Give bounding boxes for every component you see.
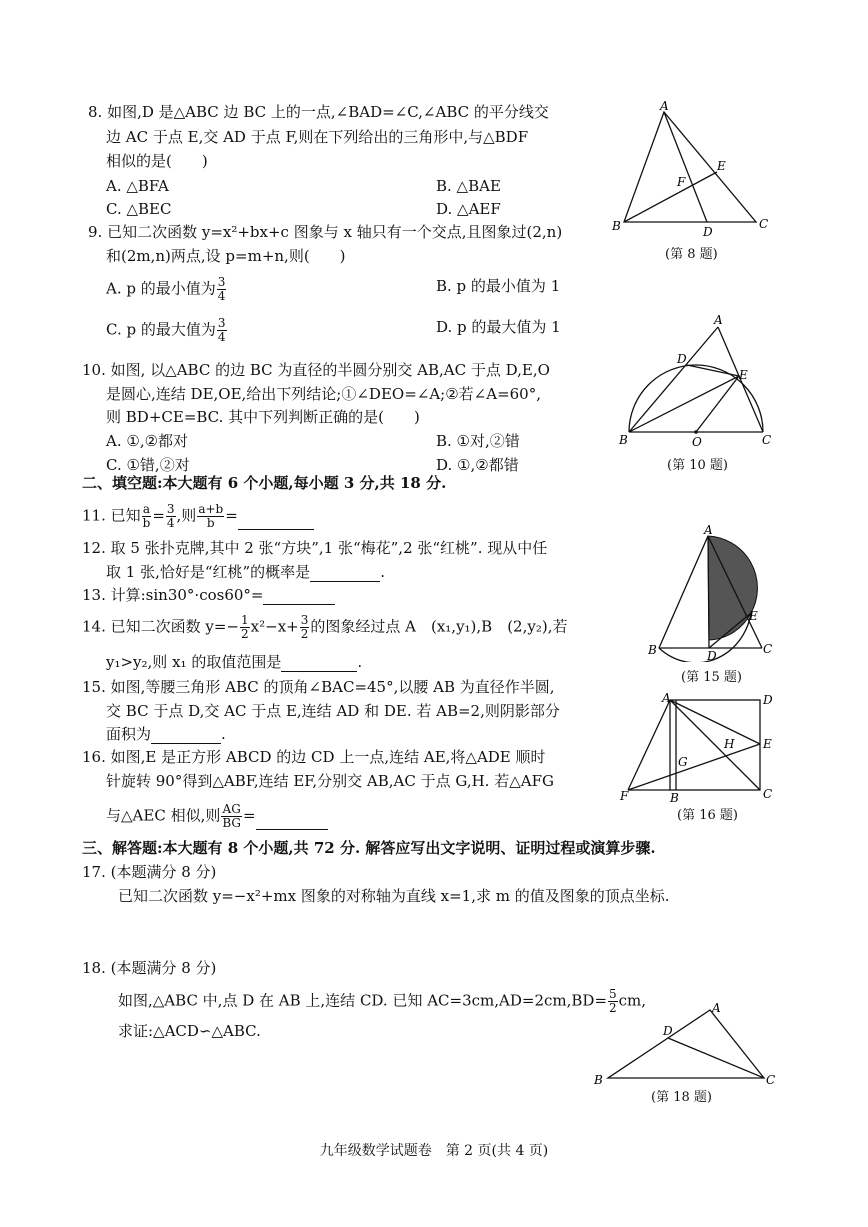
fig16-label-b: B — [670, 791, 679, 803]
page-footer: 九年级数学试题卷 第 2 页(共 4 页) — [319, 1143, 549, 1159]
q8-line2: 边 AC 于点 E,交 AD 于点 F,则在下列给出的三角形中,与△BDF — [106, 128, 529, 146]
fig10-label-d: D — [677, 352, 687, 366]
fig8-label-b: B — [612, 219, 621, 233]
fig16-label-d: D — [763, 693, 773, 707]
q10-caption: (第 10 题) — [667, 458, 728, 473]
q9-line2: 和(2m,n)两点,设 p=m+n,则( ) — [106, 247, 346, 265]
q11-answer-blank — [238, 513, 314, 530]
fig16-label-e: E — [763, 737, 772, 751]
q10-option-a: A. ①,②都对 — [106, 432, 189, 450]
fig8-bisector-be — [624, 172, 717, 222]
q10-option-c: C. ①错,②对 — [106, 456, 190, 474]
q18-line3: 求证:△ACD∽△ABC. — [118, 1022, 261, 1040]
fig16-diagonal-ac — [670, 700, 760, 790]
fig16-segment-fe — [628, 744, 760, 790]
q12-line1: 12. 取 5 张扑克牌,其中 2 张“方块”,1 张“梅花”,2 张“红桃”. 现从中任 — [82, 539, 548, 557]
q11-line: 11. 已知 $\frac{a}{b}$ = $\frac{3}{4}$ ,则 $\frac{a+b}{b}$ = — [82, 503, 314, 530]
q8-line1: 8. 如图,D 是△ABC 边 BC 上的一点,∠BAD=∠C,∠ABC 的平分线交 — [88, 103, 549, 121]
q16-caption: (第 16 题) — [677, 808, 738, 823]
q15-answer-blank — [151, 727, 221, 744]
fig18-label-b: B — [594, 1073, 603, 1087]
fig8-segment-ad — [664, 112, 707, 222]
fig15-label-e: E — [749, 609, 758, 623]
fig16-label-f: F — [620, 789, 629, 803]
q9-option-d: D. p 的最大值为 1 — [436, 318, 561, 336]
section-2-heading: 二、填空题:本大题有 6 个小题,每小题 3 分,共 18 分. — [82, 474, 447, 492]
section-3-heading: 三、解答题:本大题有 8 个小题,共 72 分. 解答应写出文字说明、证明过程或演算步骤. — [82, 839, 656, 857]
figure-18 — [586, 1000, 778, 1092]
fig8-label-e: E — [717, 159, 726, 173]
q16-line1: 16. 如图,E 是正方形 ABCD 的边 CD 上一点,连结 AE,将△ADE 顺时 — [82, 748, 546, 766]
fig10-segment-oe — [696, 376, 739, 432]
q12-answer-blank — [310, 565, 380, 582]
q14-line1: 14. 已知二次函数 y=− $\frac{1}{2}$ x²−x+ $\frac{3}{2}$ 的图象经过点 A (x₁,y₁),B (2,y₂),若 — [82, 613, 568, 641]
fig8-label-f: F — [677, 175, 686, 189]
q8-option-d: D. △AEF — [436, 200, 501, 218]
q10-line2: 是圆心,连结 DE,OE,给出下列结论;①∠DEO=∠A;②若∠A=60°, — [106, 385, 541, 403]
q17-line1: 17. (本题满分 8 分) — [82, 863, 217, 881]
q15-line1: 15. 如图,等腰三角形 ABC 的顶角∠BAC=45°,以腰 AB 为直径作半圆, — [82, 678, 555, 696]
fig15-label-b: B — [648, 643, 657, 657]
fig15-segment-ab — [659, 536, 708, 648]
q16-line3: 与△AEC 相似,则 $\frac{AG}{BG}$ = — [106, 803, 328, 830]
q9-option-b: B. p 的最小值为 1 — [436, 277, 561, 295]
fig10-label-o: O — [692, 435, 702, 449]
q16-line2: 针旋转 90°得到△ABF,连结 EF,分别交 AB,AC 于点 G,H. 若△AFG — [106, 772, 554, 790]
fig8-label-d: D — [703, 225, 713, 239]
q15-caption: (第 15 题) — [681, 670, 742, 685]
q12-line2: 取 1 张,恰好是“红桃”的概率是 . — [106, 563, 385, 581]
fig16-label-a: A — [662, 691, 671, 705]
q18-caption: (第 18 题) — [651, 1090, 712, 1105]
q15-line3: 面积为 . — [106, 725, 226, 743]
fig16-segment-af — [628, 700, 670, 790]
q10-option-b: B. ①对,②错 — [436, 432, 520, 450]
q10-option-d: D. ①,②都错 — [436, 456, 519, 474]
fig16-label-h: H — [724, 737, 735, 751]
q15-line2: 交 BC 于点 D,交 AC 于点 E,连结 AD 和 DE. 若 AB=2,则阴影部分 — [106, 702, 560, 720]
q9-line1: 9. 已知二次函数 y=x²+bx+c 图象与 x 轴只有一个交点,且图象过(2,n) — [88, 223, 563, 241]
fig18-label-d: D — [663, 1024, 673, 1038]
q8-option-c: C. △BEC — [106, 200, 172, 218]
fig16-label-c: C — [763, 787, 773, 801]
q9-option-c: C. p 的最大值为 $\frac{3}{4}$ — [106, 316, 226, 344]
fig8-label-c: C — [759, 217, 769, 231]
q8-option-a: A. △BFA — [106, 177, 169, 195]
q8-option-b: B. △BAE — [436, 177, 501, 195]
fig15-label-d: D — [707, 649, 717, 662]
fig15-label-a: A — [704, 523, 713, 537]
q16-answer-blank — [256, 813, 328, 830]
fig16-segment-ae — [670, 700, 760, 744]
fig10-label-e: E — [739, 368, 748, 382]
fig18-segment-cd — [668, 1038, 764, 1078]
q10-line1: 10. 如图, 以△ABC 的边 BC 为直径的半圆分别交 AB,AC 于点 D,E,O — [82, 361, 550, 379]
q18-line2: 如图,△ABC 中,点 D 在 AB 上,连结 CD. 已知 AC=3cm,AD=2cm,BD= $\frac{5}{2}$ cm, — [118, 987, 647, 1015]
q9-option-a: A. p 的最小值为 $\frac{3}{4}$ — [106, 275, 226, 303]
q18-line1: 18. (本题满分 8 分) — [82, 959, 217, 977]
q8-caption: (第 8 题) — [665, 247, 718, 262]
fig16-label-g: G — [678, 755, 688, 769]
fig15-label-c: C — [763, 642, 773, 656]
q13-line: 13. 计算:sin30°·cos60°= — [82, 585, 335, 605]
fig8-label-a: A — [660, 100, 669, 113]
q17-line2: 已知二次函数 y=−x²+mx 图象的对称轴为直线 x=1,求 m 的值及图象的顶点坐标. — [118, 887, 670, 905]
q13-answer-blank — [263, 588, 335, 605]
q14-answer-blank — [281, 655, 357, 672]
q8-line3: 相似的是( ) — [106, 152, 208, 170]
fig10-label-b: B — [619, 433, 628, 447]
fig8-triangle — [624, 112, 756, 222]
figure-8 — [600, 100, 780, 260]
fig10-segment-be — [629, 376, 739, 432]
fig10-label-c: C — [762, 433, 772, 447]
fig18-label-a: A — [712, 1001, 721, 1015]
fig10-segment-ab — [629, 327, 718, 432]
q14-line2: y₁>y₂,则 x₁ 的取值范围是 . — [106, 653, 363, 671]
q10-line3: 则 BD+CE=BC. 其中下列判断正确的是( ) — [106, 408, 420, 426]
figure-15 — [645, 522, 780, 662]
fig10-label-a: A — [714, 313, 723, 327]
fig18-label-c: C — [766, 1073, 776, 1087]
figure-10 — [615, 312, 780, 452]
figure-16 — [618, 688, 780, 803]
